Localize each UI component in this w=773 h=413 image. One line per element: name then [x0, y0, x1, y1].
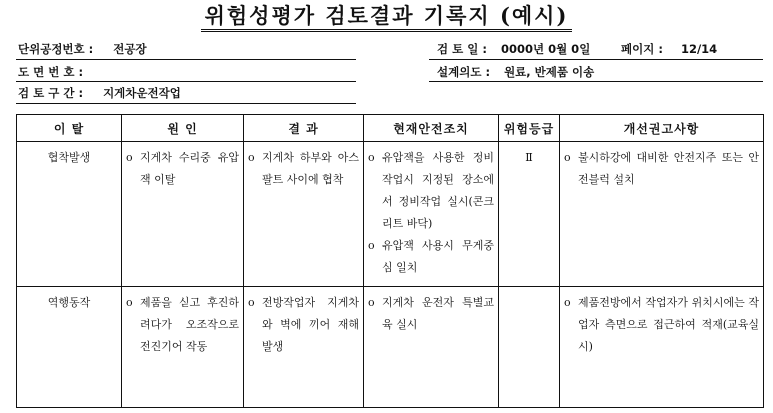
table-row — [17, 142, 764, 287]
list-item: o 지게차 하부와 아스팔트 사이에 협착 — [248, 147, 359, 191]
bullet: o — [368, 239, 375, 252]
bullet: o — [126, 151, 133, 164]
list-item: o 유압잭 사용시 무게중심 일치 — [368, 235, 494, 279]
cause-cell — [122, 287, 244, 408]
divider-line — [16, 59, 356, 60]
header-deviation: 이 탈 — [17, 115, 122, 142]
deviation-cell: 역행동작 — [17, 287, 122, 408]
review-table — [16, 114, 764, 408]
bullet: o — [126, 296, 133, 309]
header-cause: 원 인 — [122, 115, 244, 142]
review-section-field — [18, 85, 181, 101]
table-row — [17, 287, 764, 408]
page-field — [621, 41, 717, 57]
divider-line — [16, 103, 356, 104]
header-result: 결 과 — [244, 115, 364, 142]
drawing-number-label: 도 면 번 호 : — [18, 65, 84, 79]
table-header-row — [17, 115, 764, 142]
design-intent-value: 원료, 반제품 이송 — [504, 65, 595, 79]
bullet: o — [368, 151, 375, 164]
recommendations-cell — [560, 287, 764, 408]
unit-process-label: 단위공정번호 : — [18, 42, 94, 56]
cause-cell — [122, 142, 244, 287]
design-intent-field — [437, 64, 594, 80]
result-cell — [244, 142, 364, 287]
result-cell — [244, 287, 364, 408]
header-current-measures: 현재안전조치 — [364, 115, 499, 142]
unit-process-value: 전공장 — [113, 42, 147, 56]
list-item: o 제품전방에서 작업자가 위치시에는 작업자 측면으로 접근하여 적재(교육실시) — [564, 292, 759, 358]
review-date-value: 0000년 0월 0일 — [500, 42, 591, 56]
bullet: o — [248, 151, 255, 164]
header-risk-grade: 위험등급 — [499, 115, 560, 142]
divider-line — [429, 59, 763, 60]
review-section-label: 검 토 구 간 : — [18, 86, 84, 100]
current-measures-cell — [364, 142, 499, 287]
deviation-cell: 협착발생 — [17, 142, 122, 287]
list-item: o 불시하강에 대비한 안전지주 또는 안전블럭 설치 — [564, 147, 759, 191]
list-item: o 유압잭을 사용한 정비작업시 지정된 장소에서 정비작업 실시(콘크리트 바닥) — [368, 147, 494, 235]
list-item: o 제품을 싣고 후진하려다가 오조작으로 전진기어 작동 — [126, 292, 239, 358]
review-section-value: 지게차운전작업 — [103, 86, 181, 100]
list-item: o 전방작업자 지게차와 벽에 끼어 재해 발생 — [248, 292, 359, 358]
drawing-number-field — [18, 64, 99, 80]
recommendations-cell — [560, 142, 764, 287]
list-item: o 지게차 운전자 특별교육 실시 — [368, 292, 494, 336]
review-date-label: 검 토 일 : — [437, 42, 487, 56]
bullet: o — [248, 296, 255, 309]
document-title — [0, 0, 773, 30]
bullet: o — [564, 296, 571, 309]
divider-line — [429, 81, 763, 82]
review-date-field — [437, 41, 590, 57]
unit-process-field — [18, 41, 147, 57]
page-label: 페이지 : — [621, 42, 663, 56]
list-item: o 지게차 수리중 유압잭 이탈 — [126, 147, 239, 191]
current-measures-cell — [364, 287, 499, 408]
title-text: 위험성평가 검토결과 기록지 (예시) — [201, 3, 573, 32]
page-value: 12/14 — [680, 42, 718, 56]
design-intent-label: 설계의도 : — [437, 65, 491, 79]
divider-line — [16, 81, 356, 82]
header-recommendations: 개선권고사항 — [560, 115, 764, 142]
bullet: o — [564, 151, 571, 164]
bullet: o — [368, 296, 375, 309]
risk-grade-cell — [499, 287, 560, 408]
risk-grade-cell: Ⅱ — [499, 142, 560, 287]
